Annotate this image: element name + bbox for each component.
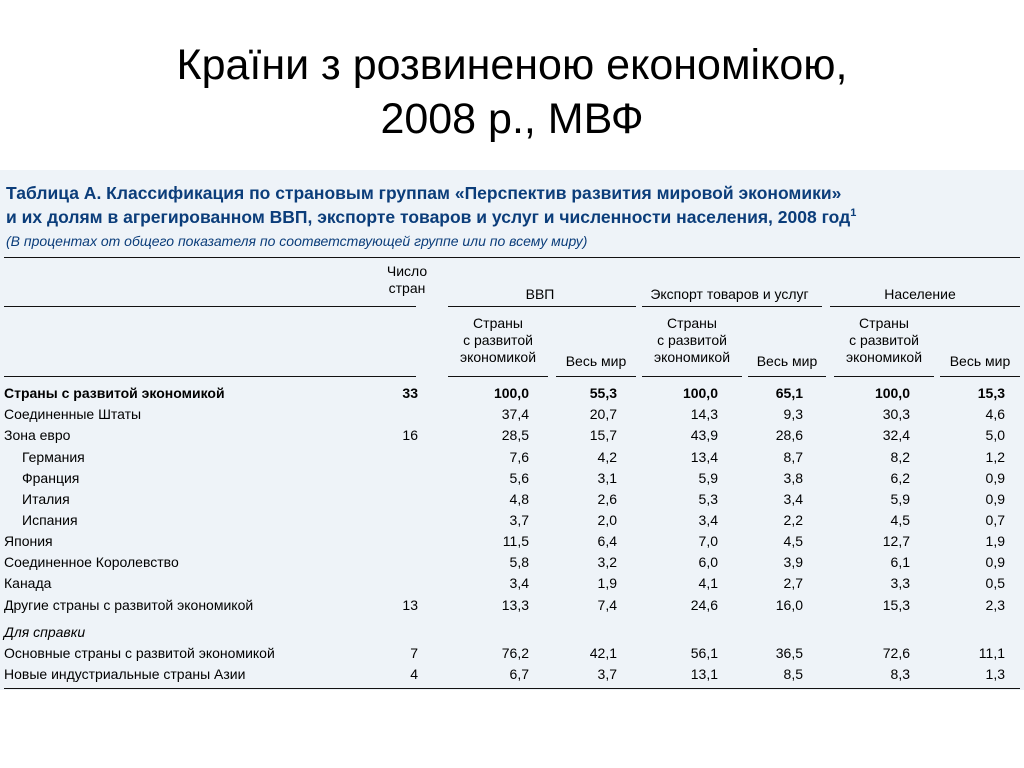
- cell-exp-adv: 6,0: [698, 554, 718, 570]
- header-rule-1a: [4, 306, 416, 307]
- header-rule-2: [4, 376, 416, 377]
- subheader-pop-world: Весь мир: [949, 353, 1011, 369]
- cell-pop-adv: 3,3: [890, 575, 910, 591]
- cell-gdp-world: 3,1: [597, 470, 617, 486]
- subheader-exp-advanced-line-2: с развитой: [657, 332, 727, 348]
- header-population: Население: [884, 286, 956, 302]
- subheader-pop-advanced-line-2: с развитой: [849, 332, 919, 348]
- caption-footnote-mark: 1: [850, 207, 857, 220]
- cell-gdp-adv: 28,5: [501, 427, 529, 443]
- cell-gdp-world: 15,7: [589, 427, 617, 443]
- cell-gdp-adv: 13,3: [501, 597, 529, 613]
- table-subtitle: (В процентах от общего показателя по соответствующей группе или по всему миру): [6, 233, 588, 249]
- header-rule-2-gdp-adv: [448, 376, 548, 377]
- cell-pop-world: 0,5: [985, 575, 1005, 591]
- cell-exp-adv: 14,3: [690, 406, 718, 422]
- row-label: Франция: [22, 470, 80, 486]
- row-label: Страны с развитой экономикой: [4, 385, 225, 401]
- subheader-gdp-advanced: [448, 315, 548, 366]
- cell-pop-adv: 6,2: [890, 470, 910, 486]
- cell-exp-adv: 5,3: [698, 491, 718, 507]
- subheader-gdp-advanced-line-1: Страны: [473, 315, 523, 331]
- row-label: Соединенное Королевство: [4, 554, 179, 570]
- cell-exp-world: 3,9: [783, 554, 803, 570]
- subheader-exp-advanced-line-3: экономикой: [653, 349, 731, 365]
- cell-gdp-world: 42,1: [589, 645, 617, 661]
- cell-pop-adv: 12,7: [882, 533, 910, 549]
- table-top-rule: [4, 257, 1020, 258]
- cell-pop-world: 0,9: [985, 491, 1005, 507]
- cell-pop-world: 1,9: [985, 533, 1005, 549]
- cell-pop-world: 15,3: [977, 385, 1005, 401]
- cell-exp-world: 2,7: [783, 575, 803, 591]
- cell-pop-world: 0,7: [985, 512, 1005, 528]
- cell-gdp-adv: 5,8: [509, 554, 529, 570]
- cell-gdp-adv: 5,6: [509, 470, 529, 486]
- row-label: Италия: [22, 491, 70, 507]
- cell-exp-world: 3,8: [783, 470, 803, 486]
- header-rule-1-gdp: [448, 306, 636, 307]
- row-label: Другие страны с развитой экономикой: [4, 597, 254, 613]
- cell-gdp-world: 1,9: [597, 575, 617, 591]
- cell-count: 16: [402, 427, 418, 443]
- subheader-exp-advanced-line-1: Страны: [667, 315, 717, 331]
- cell-count: 7: [410, 645, 418, 661]
- header-gdp: ВВП: [525, 286, 555, 302]
- cell-gdp-world: 3,7: [597, 666, 617, 682]
- cell-gdp-world: 55,3: [589, 385, 617, 401]
- reference-label: Для справки: [4, 624, 86, 640]
- subheader-exp-advanced: [642, 315, 742, 366]
- cell-exp-world: 4,5: [783, 533, 803, 549]
- cell-pop-adv: 4,5: [890, 512, 910, 528]
- cell-gdp-world: 2,0: [597, 512, 617, 528]
- cell-exp-world: 28,6: [775, 427, 803, 443]
- cell-pop-adv: 32,4: [882, 427, 910, 443]
- cell-gdp-adv: 37,4: [501, 406, 529, 422]
- header-rule-2-gdp-world: [556, 376, 636, 377]
- table-caption-line-2-text: и их долям в агрегированном ВВП, экспорте товаров и услуг и численности населения, 2008 год: [6, 207, 851, 227]
- row-label: Зона евро: [4, 427, 71, 443]
- subheader-gdp-advanced-line-3: экономикой: [459, 349, 537, 365]
- cell-gdp-adv: 7,6: [509, 449, 529, 465]
- header-exports: Экспорт товаров и услуг: [650, 286, 809, 302]
- cell-gdp-world: 6,4: [597, 533, 617, 549]
- slide-title-line-2: 2008 р., МВФ: [380, 95, 644, 143]
- cell-pop-adv: 5,9: [890, 491, 910, 507]
- cell-pop-adv: 72,6: [882, 645, 910, 661]
- cell-exp-world: 8,7: [783, 449, 803, 465]
- subheader-exp-world: Весь мир: [756, 353, 818, 369]
- cell-pop-world: 4,6: [985, 406, 1005, 422]
- cell-pop-world: 1,2: [985, 449, 1005, 465]
- subheader-gdp-world: Весь мир: [565, 353, 627, 369]
- cell-exp-world: 9,3: [783, 406, 803, 422]
- cell-pop-adv: 6,1: [890, 554, 910, 570]
- cell-exp-adv: 100,0: [682, 385, 718, 401]
- header-count-line-1: Число: [386, 263, 428, 279]
- cell-gdp-adv: 3,4: [509, 575, 529, 591]
- slide-title: [0, 38, 1024, 146]
- cell-pop-world: 11,1: [978, 645, 1005, 661]
- cell-pop-adv: 8,3: [890, 666, 910, 682]
- row-label: Новые индустриальные страны Азии: [4, 666, 246, 682]
- cell-pop-world: 1,3: [985, 666, 1005, 682]
- table-caption-line-2: [6, 207, 856, 228]
- cell-gdp-world: 4,2: [597, 449, 617, 465]
- cell-exp-adv: 13,1: [690, 666, 718, 682]
- cell-pop-adv: 30,3: [882, 406, 910, 422]
- row-label: Канада: [4, 575, 52, 591]
- cell-pop-adv: 100,0: [874, 385, 910, 401]
- cell-gdp-world: 7,4: [597, 597, 617, 613]
- cell-exp-adv: 7,0: [698, 533, 718, 549]
- cell-pop-world: 0,9: [985, 470, 1005, 486]
- subheader-gdp-advanced-line-2: с развитой: [463, 332, 533, 348]
- cell-gdp-adv: 3,7: [509, 512, 529, 528]
- cell-count: 33: [402, 385, 418, 401]
- cell-exp-adv: 3,4: [698, 512, 718, 528]
- subheader-pop-advanced-line-1: Страны: [859, 315, 909, 331]
- header-rule-2-exp-adv: [642, 376, 742, 377]
- cell-gdp-adv: 6,7: [509, 666, 529, 682]
- cell-pop-world: 0,9: [985, 554, 1005, 570]
- row-label: Испания: [22, 512, 78, 528]
- cell-pop-adv: 15,3: [882, 597, 910, 613]
- cell-exp-world: 3,4: [783, 491, 803, 507]
- cell-pop-world: 5,0: [985, 427, 1005, 443]
- header-rule-1-exp: [642, 306, 822, 307]
- cell-exp-world: 8,5: [783, 666, 803, 682]
- cell-exp-adv: 24,6: [690, 597, 718, 613]
- cell-exp-adv: 13,4: [690, 449, 718, 465]
- table-caption-line-1: Таблица А. Классификация по страновым группам «Перспектив развития мировой экономики»: [6, 183, 842, 203]
- cell-exp-adv: 4,1: [698, 575, 718, 591]
- cell-count: 4: [410, 666, 418, 682]
- cell-count: 13: [402, 597, 418, 613]
- row-label: Основные страны с развитой экономикой: [4, 645, 275, 661]
- cell-gdp-world: 2,6: [597, 491, 617, 507]
- slide-title-line-1: Країни з розвиненою економікою,: [176, 41, 848, 89]
- cell-pop-world: 2,3: [985, 597, 1005, 613]
- cell-exp-world: 16,0: [775, 597, 803, 613]
- row-label: Япония: [4, 533, 53, 549]
- cell-exp-adv: 5,9: [698, 470, 718, 486]
- cell-gdp-adv: 11,5: [502, 533, 529, 549]
- cell-exp-world: 65,1: [775, 385, 803, 401]
- cell-gdp-world: 3,2: [597, 554, 617, 570]
- header-rule-2-pop-adv: [834, 376, 934, 377]
- header-rule-1-pop: [830, 306, 1020, 307]
- cell-exp-world: 2,2: [783, 512, 803, 528]
- header-count-line-2: стран: [388, 280, 426, 296]
- row-label: Германия: [22, 449, 85, 465]
- subheader-pop-advanced-line-3: экономикой: [845, 349, 923, 365]
- cell-gdp-world: 20,7: [589, 406, 617, 422]
- cell-gdp-adv: 4,8: [509, 491, 529, 507]
- table-bottom-rule: [4, 688, 1020, 689]
- cell-exp-adv: 43,9: [690, 427, 718, 443]
- cell-gdp-adv: 76,2: [501, 645, 529, 661]
- header-rule-2-exp-world: [748, 376, 826, 377]
- cell-exp-adv: 56,1: [690, 645, 718, 661]
- header-count: [372, 263, 442, 297]
- header-rule-2-pop-world: [940, 376, 1020, 377]
- cell-gdp-adv: 100,0: [493, 385, 529, 401]
- cell-pop-adv: 8,2: [890, 449, 910, 465]
- row-label: Соединенные Штаты: [4, 406, 142, 422]
- cell-exp-world: 36,5: [775, 645, 803, 661]
- subheader-pop-advanced: [834, 315, 934, 366]
